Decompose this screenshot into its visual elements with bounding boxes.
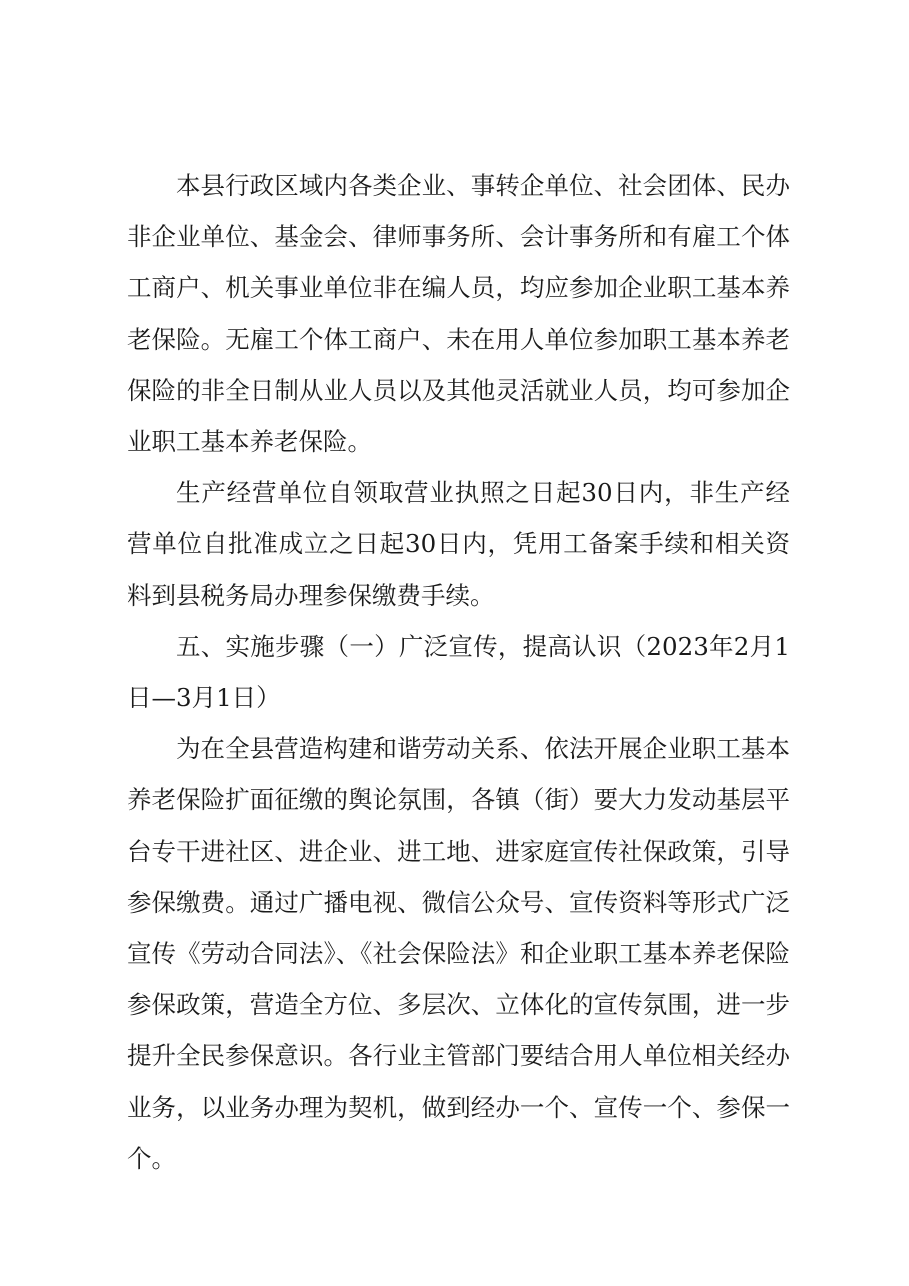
paragraph-scope: 本县行政区域内各类企业、事转企单位、社会团体、民办非企业单位、基金会、律师事务所、会计事务所和有雇工个体工商户、机关事业单位非在编人员，均应参加企业职工基本养老保险。无雇工个体工商户、未在用人单位参加职工基本养老保险的非全日制从业人员以及其他灵活就业人员，均可参加企业职工基本养老保险。	[127, 171, 790, 457]
paragraph-section-heading: 五、实施步骤（一）广泛宣传，提高认识（2023年2月1日—3月1日）	[127, 631, 790, 713]
paragraph-registration: 生产经营单位自领取营业执照之日起30日内，非生产经营单位自批准成立之日起30日内，凭用工备案手续和相关资料到县税务局办理参保缴费手续。	[127, 478, 790, 610]
paragraph-publicity: 为在全县营造构建和谐劳动关系、依法开展企业职工基本养老保险扩面征缴的舆论氛围，各镇（街）要大力发动基层平台专干进社区、进企业、进工地、进家庭宣传社保政策，引导参保缴费。通过广播电视、微信公众号、宣传资料等形式广泛宣传《劳动合同法》、《社会保险法》和企业职工基本养老保险参保政策，营造全方位、多层次、立体化的宣传氛围，进一步提升全民参保意识。各行业主管部门要结合用人单位相关经办业务，以业务办理为契机，做到经办一个、宣传一个、参保一个。	[127, 734, 790, 1173]
document-body	[127, 160, 790, 1184]
